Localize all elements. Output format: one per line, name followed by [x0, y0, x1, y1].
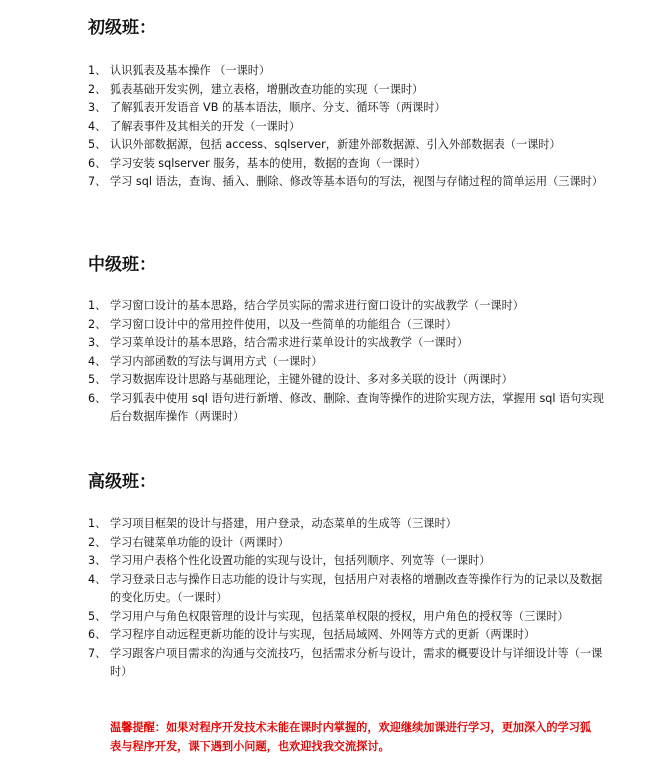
item-number: 4、 [88, 572, 107, 586]
item-number: 6、 [88, 628, 107, 641]
item-text: 学习右键菜单功能的设计（两课时） [110, 535, 290, 549]
list-item [88, 297, 608, 316]
item-number: 6、 [88, 391, 107, 405]
item-number: 3、 [88, 101, 107, 114]
list-item [88, 571, 608, 608]
list-item [88, 608, 608, 627]
item-text: 学习窗口设计的基本思路，结合学员实际的需求进行窗口设计的实战教学（一课时） [110, 299, 524, 312]
list-item [88, 626, 608, 645]
item-number: 1、 [88, 64, 107, 77]
list-item [88, 515, 608, 534]
section-title-advanced: 高级班： [88, 472, 156, 492]
list-item [88, 390, 608, 427]
list-item [88, 173, 608, 192]
item-number: 4、 [88, 119, 107, 133]
section-title-intermediate: 中级班： [88, 255, 156, 275]
intermediate-course-list [88, 297, 608, 427]
advanced-course-list [88, 515, 608, 682]
item-text: 学习安装 sqlserver 服务，基本的使用，数据的查询（一课时） [110, 156, 426, 170]
reminder-note: 温馨提醒：如果对程序开发技术未能在课时内掌握的，欢迎继续加课进行学习，更加深入的学习狐表与程序开发，课下遇到小问题，也欢迎找我交流探讨。 [110, 721, 592, 753]
item-number: 7、 [88, 175, 107, 188]
list-item [88, 118, 608, 137]
list-item [88, 99, 608, 118]
list-item [88, 371, 608, 390]
item-number: 5、 [88, 609, 107, 623]
item-number: 3、 [88, 554, 107, 567]
item-text: 学习菜单设计的基本思路，结合需求进行菜单设计的实战教学（一课时） [110, 336, 469, 349]
item-number: 1、 [88, 299, 107, 312]
item-text: 学习 sql 语法，查询、插入、删除、修改等基本语句的写法，视图与存储过程的简单运用（三课时） [110, 175, 604, 188]
item-number: 5、 [88, 138, 107, 151]
item-text: 学习程序自动远程更新功能的设计与实现，包括局域网、外网等方式的更新（两课时） [110, 628, 536, 641]
item-number: 2、 [88, 535, 107, 549]
item-number: 2、 [88, 317, 107, 331]
list-item [88, 334, 608, 353]
list-item [88, 81, 608, 100]
item-text: 认识狐表及基本操作 （一课时） [110, 64, 271, 77]
item-text: 学习用户表格个性化设置功能的实现与设计，包括列顺序、列宽等（一课时） [110, 554, 491, 567]
item-number: 5、 [88, 373, 107, 386]
item-text: 学习项目框架的设计与搭建，用户登录，动态菜单的生成等（三课时） [110, 517, 457, 530]
list-item [88, 316, 608, 335]
item-number: 4、 [88, 354, 107, 368]
item-text: 学习狐表中使用 sql 语句进行新增、修改、删除、查询等操作的进阶实现方法，掌握用 sql 语句实现后台数据库操作（两课时） [110, 391, 604, 423]
item-text: 学习登录日志与操作日志功能的设计与实现，包括用户对表格的增删改查等操作行为的记录以及数据的变化历史。（一课时） [110, 572, 603, 604]
list-item [88, 136, 608, 155]
list-item [88, 645, 608, 682]
item-text: 学习窗口设计中的常用控件使用，以及一些简单的功能组合（三课时） [110, 317, 457, 331]
item-text: 认识外部数据源，包括 access、sqlserver，新建外部数据源、引入外部数据表（一课时） [110, 138, 561, 151]
item-number: 2、 [88, 82, 107, 96]
item-text: 学习内部函数的写法与调用方式（一课时） [110, 354, 323, 368]
list-item [88, 534, 608, 553]
beginner-course-list [88, 62, 608, 192]
item-text: 学习跟客户项目需求的沟通与交流技巧，包括需求分析与设计，需求的概要设计与详细设计等（一课时） [110, 646, 603, 678]
item-text: 了解表事件及其相关的开发（一课时） [110, 119, 301, 133]
section-title-beginner: 初级班： [88, 18, 156, 38]
item-number: 7、 [88, 646, 107, 660]
item-number: 3、 [88, 336, 107, 349]
item-number: 6、 [88, 156, 107, 170]
item-text: 学习用户与角色权限管理的设计与实现，包括菜单权限的授权，用户角色的授权等（三课时） [110, 609, 569, 623]
item-text: 狐表基础开发实例，建立表格，增删改查功能的实现（一课时） [110, 82, 424, 96]
list-item [88, 62, 608, 81]
item-text: 了解狐表开发语音 VB 的基本语法，顺序、分支、循环等（两课时） [110, 101, 446, 114]
list-item [88, 155, 608, 174]
list-item [88, 552, 608, 571]
item-text: 学习数据库设计思路与基础理论，主键外键的设计、多对多关联的设计（两课时） [110, 373, 513, 386]
item-number: 1、 [88, 517, 107, 530]
list-item [88, 353, 608, 372]
